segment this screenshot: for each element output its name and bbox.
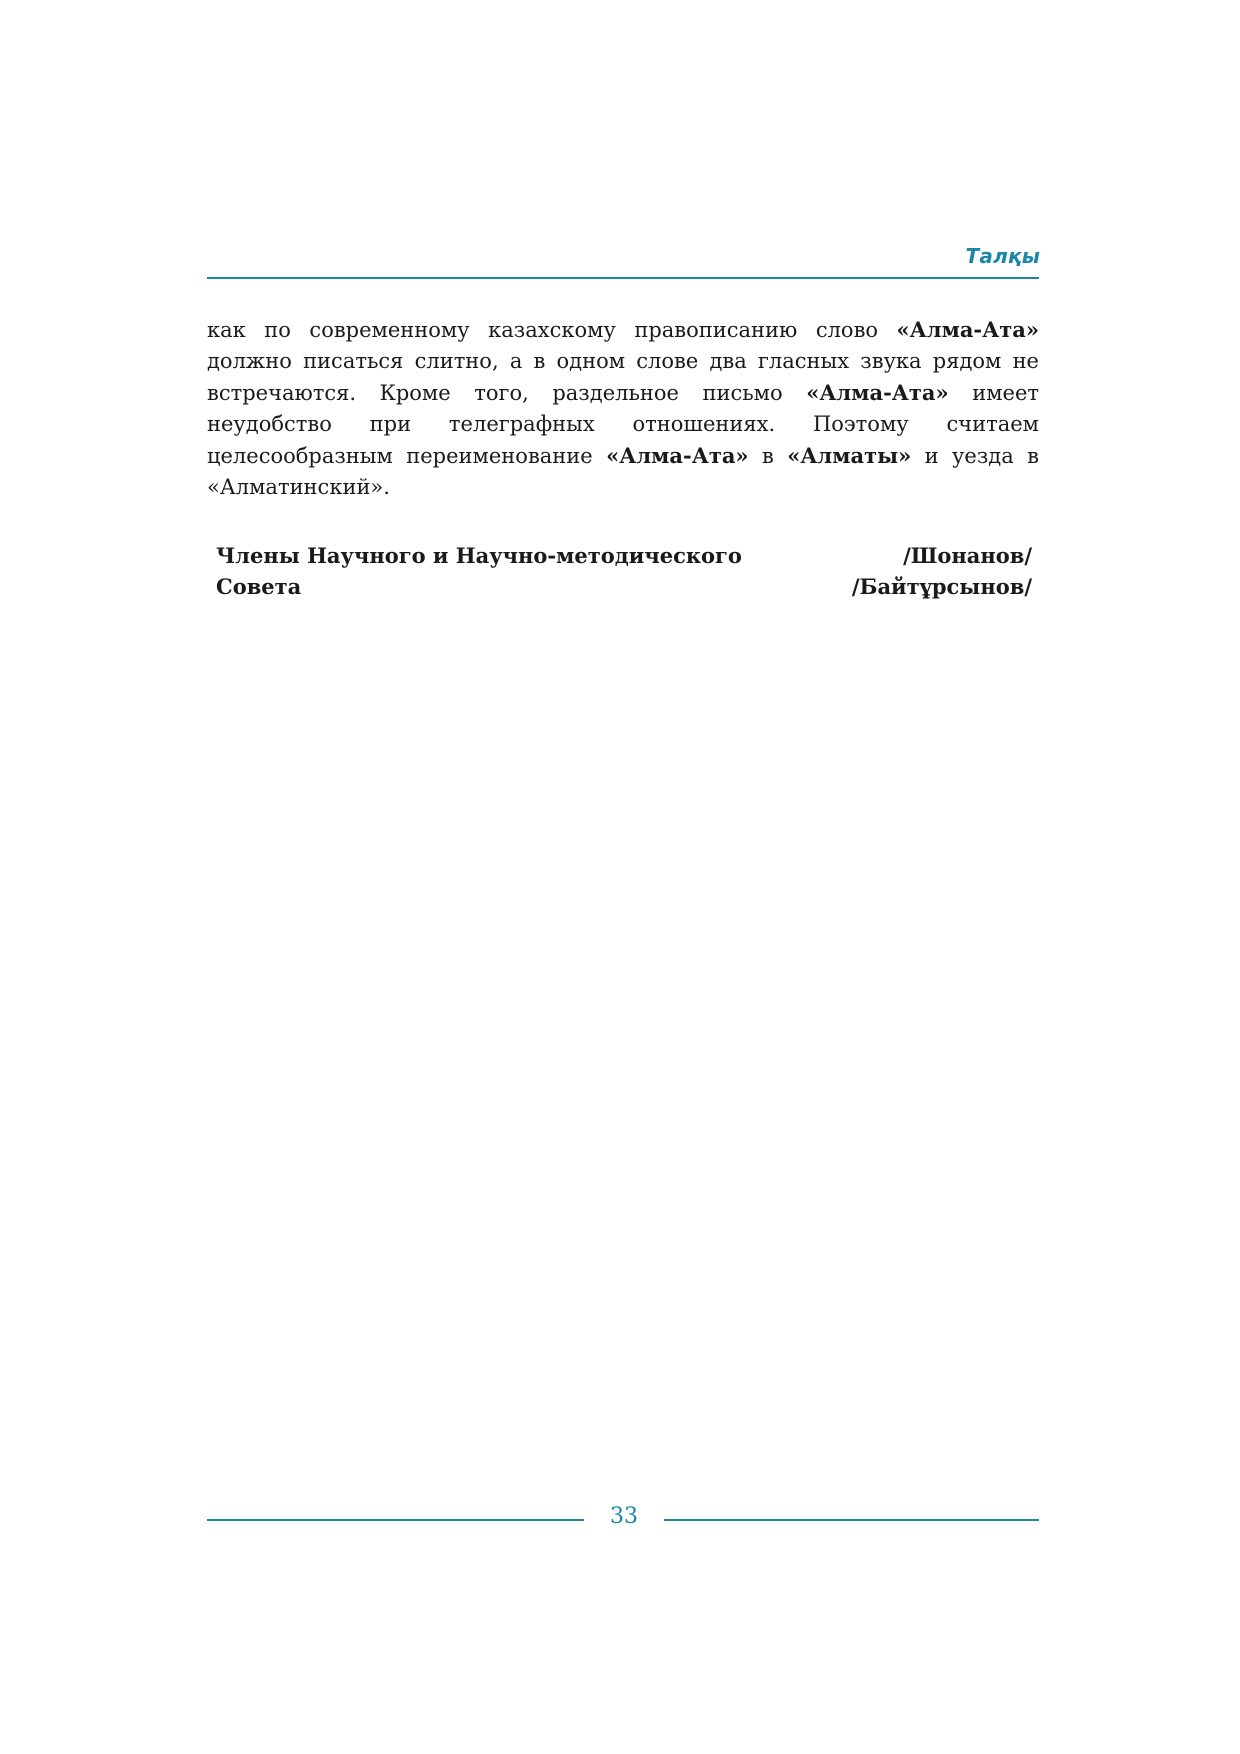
signatory-title: Совета [216,574,302,599]
signatory-name: /Шонанов/ [903,543,1032,568]
footer-divider-left [207,1519,584,1521]
body-paragraph [207,314,1039,503]
signature-row [216,571,1032,602]
signatory-name: /Байтұрсынов/ [851,574,1032,599]
page-number: 33 [610,1504,638,1529]
signature-block [216,540,1032,602]
header-divider [207,277,1039,279]
body-text-bold-segment: «Алма-Ата» [896,317,1039,342]
body-text-bold-segment: «Алма-Ата» [806,380,949,405]
body-text-bold-segment: «Алма-Ата» [606,443,749,468]
signature-row [216,540,1032,571]
running-header-title: Талқы [965,244,1040,268]
footer-divider-right [664,1519,1039,1521]
body-text-segment: имеет неудобство при телеграфных отношениях. Поэтому считаем целесообразным переименование [207,381,1039,468]
body-text-bold-segment: «Алматы» [787,443,912,468]
body-text-segment: в [748,444,788,468]
signatory-title: Члены Научного и Научно-методического [216,543,742,568]
body-text-segment: должно писаться слитно, а в одном слове два гласных звука рядом не встречаются. Кроме того, раздельное письмо [207,349,1039,405]
body-text-segment: как по современному казахскому правописанию слово [207,318,897,342]
body-text-segment: и уезда в «Алматинский». [207,444,1039,499]
